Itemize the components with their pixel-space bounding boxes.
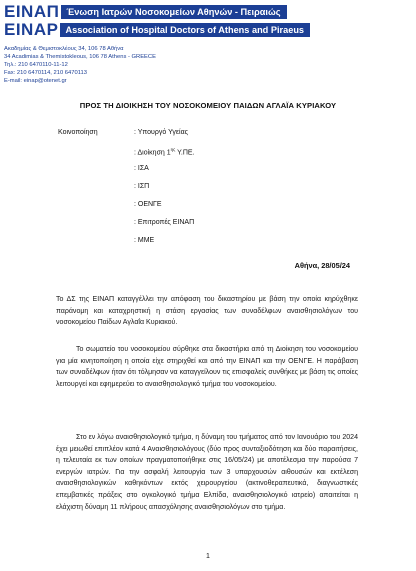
recipient-oenge: : ΟΕΝΓΕ [134,201,162,208]
letterhead-row-greek [4,3,287,20]
telephone: Τηλ.: 210 6470110-11-12 [4,62,68,69]
fax: Fax: 210 6470114, 210 6470113 [4,70,87,77]
recipient-health-region [134,147,195,156]
recipient-isp: : ΙΣΠ [134,183,150,190]
logo-text-greek: ΕΙΝΑΠ [4,2,60,21]
association-name-english: Association of Hospital Doctors of Athens and Piraeus [60,23,310,37]
address-english: 34 Acadimias & Themistokleous, 106 78 Athens - GREECE [4,54,156,61]
recipient-einap-committees: : Επιτροπές ΕΙΝΑΠ [134,219,195,226]
email: E-mail: einap@otenet.gr [4,78,67,85]
association-name-greek: Ένωση Ιατρών Νοσοκομείων Αθηνών - Πειραιώς [61,5,286,19]
recipient-health-region-text: : Διοίκηση 1 [134,149,171,157]
page-number: 1 [206,553,210,560]
document-date: Αθήνα, 28/05/24 [294,261,350,270]
recipient-media: : ΜΜΕ [134,237,155,244]
logo-text-latin: EINAP [4,20,59,39]
cc-label: Κοινοποίηση [58,129,98,136]
letterhead-row-english [4,21,310,38]
body-paragraph-1: Το ΔΣ της ΕΙΝΑΠ καταγγέλλει την απόφαση του δικαστηρίου με βάση την οποία κηρύχθηκε παράνομη και καταχρηστική η στάση εργασίας των συναδέλφων αναισθησιολόγων του νοσοκομείου Παίδων Αγλαΐα Κυριακού. [56,296,358,327]
address-greek: Ακαδημίας & Θεμιστοκλέους 34, 106 78 Αθήνα [4,46,124,52]
recipient-health-region-suffix: Υ.ΠΕ. [175,149,195,157]
body-paragraph-2: Το σωματείο του νοσοκομείου σύρθηκε στα δικαστήρια από τη Διοίκηση του νοσοκομείου για μία κινητοποίηση η οποία είχε στηριχθεί και από την ΕΙΝΑΠ και την ΟΕΝΓΕ. Η παράβαση των συναδέλφων ήταν ότι τόλμησαν να καταγγείλουν τις επισφαλείς συνθήκες με βάση τις οποίες λειτουργεί και εφημερεύει το αναισθησιολογικό τμήμα του νοσοκομείου. [56,346,358,388]
recipient-isa: : ΙΣΑ [134,165,149,172]
letterhead-contact-block [4,45,156,85]
body-paragraph-3: Στο εν λόγω αναισθησιολογικό τμήμα, η δύναμη του τμήματος από τον Ιανουάριο του 2024 έχει μειωθεί επιπλέον κατά 4 Αναισθησιολόγους (δύο προς συνταξιοδότηση και δύο παραιτήσεις, η τελευταία εκ των οποίων πραγματοποιήθηκε στις 16/05/24) με αποτέλεσμα την παρούσα 7 ενεργών ιατρών. Για την ασφαλή λειτουργία των 3 υπαρχουσών αιθουσών και εκτέλεση αναισθησιολογικών καθηκόντων εκτός χειρουργείου (ακτινοθεραπευτικά, διαγνωστικές επεμβατικές πράξεις στο ογκολογικό τμήμα Ελπίδα, αναισθησιολογικό ιατρείο) απαιτείται η ελάχιστη δύναμη 11 πλήρους απασχόλησης αναισθησιολόγων στο τμήμα. [56,434,358,511]
recipient-health-region-sup: ης [170,147,176,152]
recipient-ministry: : Υπουργό Υγείας [134,129,189,136]
document-heading: ΠΡΟΣ ΤΗ ΔΙΟΙΚΗΣΗ ΤΟΥ ΝΟΣΟΚΟΜΕΙΟΥ ΠΑΙΔΩΝ ΑΓΛΑΪΑ ΚΥΡΙΑΚΟΥ [79,101,337,110]
